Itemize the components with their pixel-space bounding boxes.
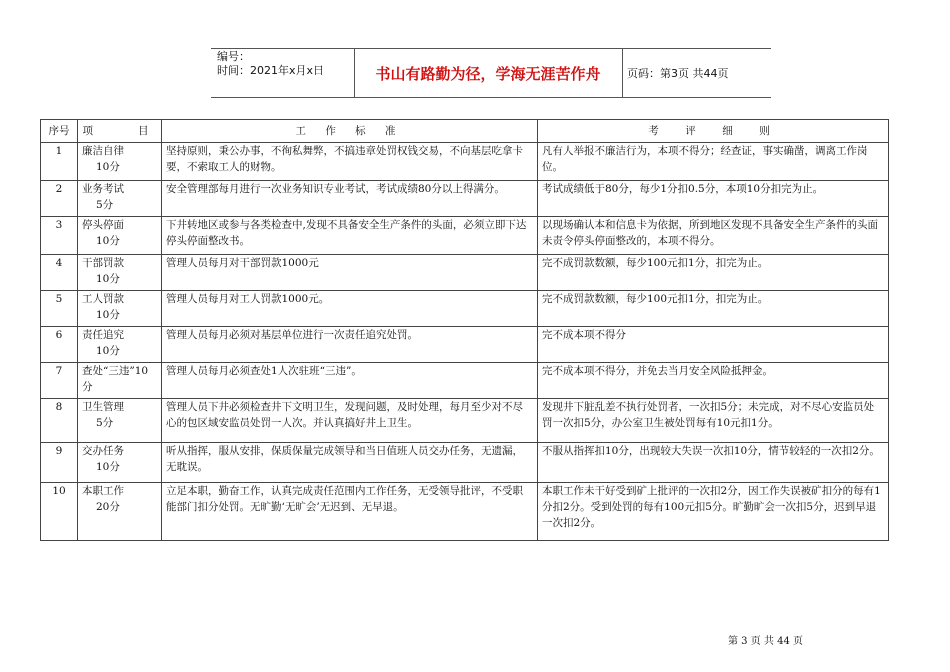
table-row bbox=[41, 443, 889, 483]
item-score: 5分 bbox=[96, 199, 114, 211]
item-score: 5分 bbox=[96, 417, 114, 429]
time-label: 时间：2021年x月x日 bbox=[217, 64, 325, 77]
standard-cell: 听从指挥，服从安排，保质保量完成领导和当日值班人员交办任务，无遗漏，无耽误。 bbox=[162, 443, 538, 483]
item-score: 10分 bbox=[96, 235, 120, 247]
row-number: 3 bbox=[41, 217, 78, 255]
row-number: 5 bbox=[41, 291, 78, 327]
page-footer: 第 3 页 共 44 页 bbox=[728, 636, 803, 647]
assessment-table bbox=[40, 119, 889, 541]
standard-cell: 下井转地区或参与各类检查中,发现不具备安全生产条件的头面，必须立即下达停头停面整改书。 bbox=[162, 217, 538, 255]
table-row bbox=[41, 291, 889, 327]
table-row bbox=[41, 483, 889, 541]
standard-cell: 管理人员每月对干部罚款1000元 bbox=[162, 255, 538, 291]
rule-cell: 完不成本项不得分，并免去当月安全风险抵押金。 bbox=[538, 363, 889, 399]
row-number: 6 bbox=[41, 327, 78, 363]
rule-cell: 发现井下脏乱差不执行处罚者，一次扣5分；未完成，对不尽心安监员处罚一次扣5分，办公室卫生被处罚每有10元扣1分。 bbox=[538, 399, 889, 443]
header-meta bbox=[217, 50, 324, 78]
motto: 书山有路勤为径，学海无涯苦作舟 bbox=[375, 65, 601, 83]
page-header bbox=[211, 48, 771, 98]
row-number: 2 bbox=[41, 181, 78, 217]
column-header-no: 序号 bbox=[41, 120, 78, 143]
table-row bbox=[41, 181, 889, 217]
item-cell bbox=[78, 483, 162, 541]
item-score: 10分 bbox=[96, 461, 120, 473]
item-name: 交办任务 bbox=[82, 445, 124, 457]
table-row bbox=[41, 363, 889, 399]
item-cell bbox=[78, 181, 162, 217]
rule-cell: 完不成罚款数额，每少100元扣1分，扣完为止。 bbox=[538, 255, 889, 291]
column-header-item: 项 目 bbox=[78, 120, 162, 143]
item-name: 干部罚款 bbox=[82, 257, 124, 269]
code-label: 编号： bbox=[217, 50, 250, 63]
row-number: 1 bbox=[41, 143, 78, 181]
standard-cell: 立足本职，勤奋工作，认真完成责任范围内工作任务，无受领导批评，不受职能部门扣分处罚。无旷勤‘无旷会’无迟到、无早退。 bbox=[162, 483, 538, 541]
table-row bbox=[41, 327, 889, 363]
row-number: 4 bbox=[41, 255, 78, 291]
column-header-rule: 考 评 细 则 bbox=[538, 120, 889, 143]
header-divider bbox=[622, 49, 623, 97]
standard-cell: 管理人员每月必须对基层单位进行一次责任追究处罚。 bbox=[162, 327, 538, 363]
item-name: 本职工作 bbox=[82, 485, 124, 497]
column-header-standard: 工 作 标 准 bbox=[162, 120, 538, 143]
item-cell bbox=[78, 143, 162, 181]
item-cell bbox=[78, 255, 162, 291]
table-row bbox=[41, 399, 889, 443]
rule-cell: 不服从指挥扣10分，出现较大失误一次扣10分，情节较轻的一次扣2分。 bbox=[538, 443, 889, 483]
rule-cell: 凡有人举报不廉洁行为，本项不得分；经查证，事实确凿，调离工作岗位。 bbox=[538, 143, 889, 181]
row-number: 8 bbox=[41, 399, 78, 443]
standard-cell: 坚持原则，秉公办事，不徇私舞弊，不搞违章处罚权钱交易，不向基层吃拿卡要，不索取工人的财物。 bbox=[162, 143, 538, 181]
standard-cell: 安全管理部每月进行一次业务知识专业考试，考试成绩80分以上得满分。 bbox=[162, 181, 538, 217]
page-code: 页码：第3页 共44页 bbox=[627, 67, 729, 80]
rule-cell: 完不成本项不得分 bbox=[538, 327, 889, 363]
row-number: 7 bbox=[41, 363, 78, 399]
item-cell bbox=[78, 443, 162, 483]
row-number: 9 bbox=[41, 443, 78, 483]
item-name: 工人罚款 bbox=[82, 293, 124, 305]
standard-cell: 管理人员每月必须查处1人次驻班“三违”。 bbox=[162, 363, 538, 399]
item-name: 查处“三违”10分 bbox=[82, 365, 149, 393]
item-score: 10分 bbox=[96, 309, 120, 321]
rule-cell: 本职工作未干好受到矿上批评的一次扣2分，因工作失误被矿扣分的每有1分扣2分。受到处罚的每有100元扣5分。旷勤旷会一次扣5分，迟到早退一次扣2分。 bbox=[538, 483, 889, 541]
table-row bbox=[41, 255, 889, 291]
item-cell bbox=[78, 327, 162, 363]
rule-cell: 以现场确认本和信息卡为依据，所到地区发现不具备安全生产条件的头面未责令停头停面整改的，本项不得分。 bbox=[538, 217, 889, 255]
item-cell bbox=[78, 399, 162, 443]
table-header-row bbox=[41, 120, 889, 143]
standard-cell: 管理人员下井必须检查井下文明卫生，发现问题，及时处理，每月至少对不尽心的包区域安监员处罚一人次。并认真搞好井上卫生。 bbox=[162, 399, 538, 443]
item-cell bbox=[78, 217, 162, 255]
item-name: 停头停面 bbox=[82, 219, 124, 231]
table-row bbox=[41, 217, 889, 255]
item-score: 10分 bbox=[96, 161, 120, 173]
item-name: 卫生管理 bbox=[82, 401, 124, 413]
item-cell bbox=[78, 363, 162, 399]
row-number: 10 bbox=[41, 483, 78, 541]
item-name: 业务考试 bbox=[82, 183, 124, 195]
standard-cell: 管理人员每月对工人罚款1000元。 bbox=[162, 291, 538, 327]
item-cell bbox=[78, 291, 162, 327]
table-row bbox=[41, 143, 889, 181]
rule-cell: 完不成罚款数额，每少100元扣1分，扣完为止。 bbox=[538, 291, 889, 327]
item-name: 廉洁自律 bbox=[82, 145, 124, 157]
item-score: 20分 bbox=[96, 501, 120, 513]
item-name: 责任追究 bbox=[82, 329, 124, 341]
item-score: 10分 bbox=[96, 273, 120, 285]
item-score: 10分 bbox=[96, 345, 120, 357]
rule-cell: 考试成绩低于80分，每少1分扣0.5分，本项10分扣完为止。 bbox=[538, 181, 889, 217]
